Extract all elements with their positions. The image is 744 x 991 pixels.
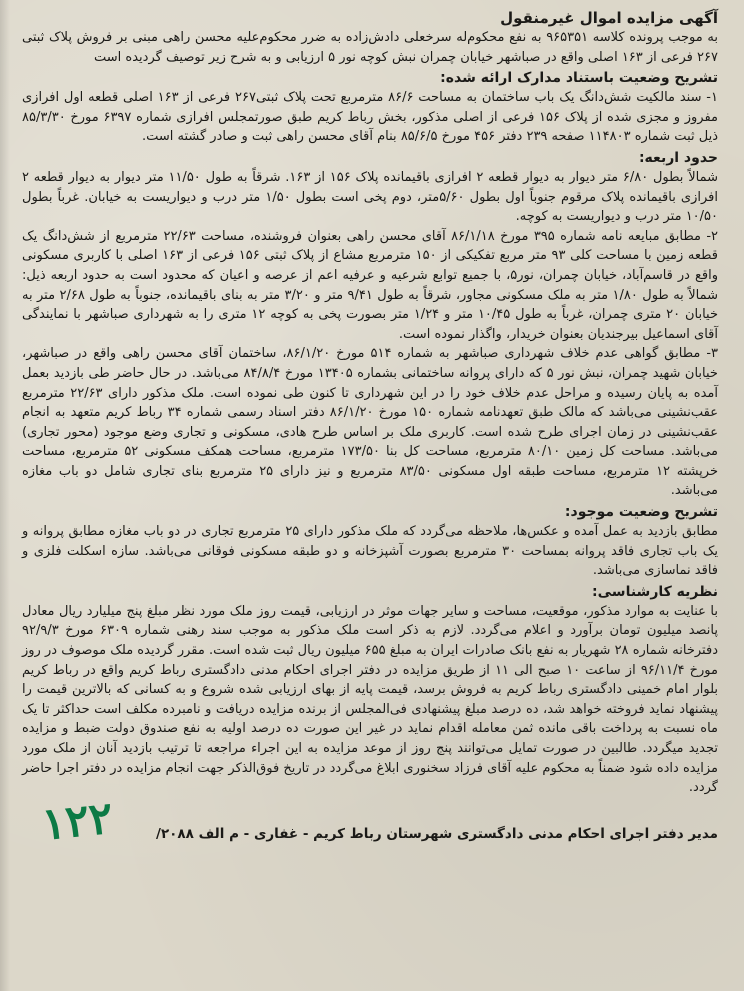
documents-heading: تشریح وضعیت باستناد مدارک ارائه شده: <box>440 70 718 87</box>
municipality-certificate-paragraph: ۳- مطابق گواهی عدم خلاف شهرداری صباشهر به شماره ۵۱۴ مورخ ۸۶/۱/۲۰، ساختمان آقای محسن راهی واقع در صباشهر، خیابان شهید چمران، نبش نور ۵ که دارای پروانه ساختمانی بشماره ۱۳۴۰۵ مورخ ۸۴/۸/۴ می‌باشد. در حال حاضر طی بازدید بعمل آمده به پایان رسیده و مراحل عدم خلاف خود را در این شهرداری تا کنون طی نموده است. ملک مذکور دارای ۲۲/۶۳ مترمربع عقب‌نشینی می‌باشد که مالک طبق تعهدنامه شماره ۱۵۰ مورخ ۸۶/۱/۲۰ دفتر اسناد رسمی شماره ۳۴ رباط کریم متعهد به انجام عقب‌نشینی در زمان اجرای طرح شده است. کاربری ملک بر اساس طرح هادی، مسکونی و تجاری وضع موجود (محور تجاری) می‌باشد. مساحت کل زمین ۸۰/۱۰ مترمربع، مساحت کل بنا ۱۷۳/۵۰ مترمربع، مساحت همکف مسکونی ۵۲ مترمربع، مساحت خرپشته ۱۲ مترمربع، مساحت طبقه اول مسکونی ۸۳/۵۰ مترمربع و نیز دارای ۲۵ مترمربع بنای تجاری شامل دو باب مغازه می‌باشد. <box>22 346 719 499</box>
footer-row <box>22 792 718 851</box>
notice-title: آگهی مزایده اموال غیرمنقول <box>500 9 718 27</box>
handwritten-number: ۱۲۲ <box>39 792 116 851</box>
boundaries-paragraph: شمالاً بطول ۶/۸۰ متر دیوار به دیوار قطعه ۲ افرازی باقیمانده پلاک ۱۵۶ از ۱۶۳. شرقاً به طول ۱۱/۵۰ متر دیوار به دیوار قطعه ۲ افرازی باقیمانده پلاک مرقوم جنوباً اول بطول ۵/۶۰متر، دوم پخی است بطول ۱/۵۰ متر درب و دیواریست به خیابان. غرباً بطول ۱۰/۵۰ متر درب و دیواریست به کوچه. <box>22 169 718 225</box>
intro-paragraph: به موجب پرونده کلاسه ۹۶۵۳۵۱ به نفع محکوم‌له سرخعلی دادش‌زاده به ضرر محکوم‌علیه محسن راهی مبنی بر فروش پلاک ثبتی ۲۶۷ فرعی از ۱۶۳ اصلی واقع در صباشهر خیابان چمران نبش کوچه نور ۵ ارزیابی و به شرح زیر توصیف گردیده است <box>22 30 718 65</box>
current-status-heading: تشریح وضعیت موجود: <box>564 504 718 521</box>
scan-shadow <box>0 0 10 991</box>
deed-paragraph: ۱- سند مالکیت شش‌دانگ یک باب ساختمان به مساحت ۸۶/۶ مترمربع تحت پلاک ثبتی۲۶۷ فرعی از ۱۶۳ اصلی قطعه اول افرازی مفروز و مجزی شده از پلاک ۱۵۶ فرعی از اصلی مذکور، بخش رباط کریم طبق صورتمجلس افرازی شماره ۶۳۹۷ مورخ ۸۵/۳/۳۰ ذیل ثبت شماره ۱۱۴۸۰۳ صفحه ۲۳۹ دفتر ۴۵۶ مورخ ۸۵/۶/۵ بنام آقای محسن راهی ثبت و صادر گشته است. <box>22 90 718 145</box>
expert-opinion-paragraph: با عنایت به موارد مذکور، موقعیت، مساحت و سایر جهات موثر در ارزیابی، قیمت روز ملک مورد نظر مبلغ پنج میلیارد ریال معادل پانصد میلیون تومان برآورد و اعلام می‌گردد. لازم به ذکر است ملک مذکور به موجب سند رهنی شماره ۶۳۰۹ مورخ ۹۲/۹/۳ دفترخانه شماره ۲۸ شهریار به نفع بانک صادرات ایران به مبلغ ۶۵۵ میلیون ریال ثبت شده است. مقرر گردیده ملک موصوف در روز مورخ ۹۶/۱۱/۴ از ساعت ۱۰ صبح الی ۱۱ از طریق مزایده در دفتر اجرای احکام مدنی دادگستری رباط کریم واقع در رباط کریم بلوار امام خمینی دادگستری رباط کریم به فروش برسد، قیمت پایه از بهای ارزیابی شده شروع و به کسانی که بالاترین قیمت را پیشنهاد نماید فروخته خواهد شد، ده درصد مبلغ پیشنهادی فی‌المجلس از برنده مزایده دریافت و نامبرده مکلف است حداکثر تا یک ماه نسبت به پرداخت باقی مانده ثمن معامله اقدام نماید در غیر این صورت ده درصد اولیه به نفع صندوق دولت ضبط و مزایده تجدید میگردد. طالبین در صورت تمایل می‌توانند پنج روز از موعد مزایده به این اجراء مراجعه تا ترتیب بازدید آنان از ملک مورد مزایده داده شود ضمناً به محکوم علیه آقای فرزاد سخنوری ابلاغ می‌گردد در تاریخ فوق‌الذکر جهت انجام مزایده در دفتر اجرا حاضر گردد. <box>22 603 718 796</box>
expert-opinion-heading: نظریه کارشناسی: <box>592 583 718 600</box>
current-status-paragraph: مطابق بازدید به عمل آمده و عکس‌ها، ملاحظه می‌گردد که ملک مذکور دارای ۲۵ مترمربع تجاری در دو باب مغازه مطابق پروانه و یک باب تجاری فاقد پروانه بمساحت ۳۰ مترمربع بصورت آشپزخانه و دو طبقه مسکونی فوقانی می‌باشد. سازه اسکلت فلزی و فاقد نماسازی می‌باشد. <box>22 524 718 579</box>
signature-line: مدیر دفتر اجرای احکام مدنی دادگستری شهرستان رباط کریم - غفاری - م الف ۲۰۸۸/ <box>156 825 718 842</box>
boundaries-heading: حدود اربعه: <box>638 149 718 166</box>
sale-agreement-paragraph: ۲- مطابق مبایعه نامه شماره ۳۹۵ مورخ ۸۶/۱/۱۸ آقای محسن راهی بعنوان فروشنده، مساحت ۲۲/۶۳ مترمربع از شش‌دانگ یک قطعه زمین با مساحت کلی ۹۳ متر مربع تفکیکی از ۱۵۰ مترمربع مشاع از پلاک ثبتی ۱۵۶ فرعی از ۱۶۳ اصلی با کاربری مسکونی واقع در قاسم‌آباد، خیابان چمران، نور۵، با جمیع توابع شرعیه و عرفیه اعم از عرصه و اعیان که محدود است به حدود اربعه ذیل: شمالاً به طول ۱/۸۰ متر به ملک مسکونی مجاور، شرقاً به طول ۹/۴۱ متر و ۳/۲۰ متر به بنای باقیمانده، جنوباً به طول ۲/۶۸ متر به خیابان ۲۰ متری چمران، غرباً به طول ۱۰/۴۵ متر و ۱/۲۴ متر بصورت پخی به کوچه ۱۲ متری را به شهرداری صباشهر با نمایندگی آقای اسماعیل بیرجندیان بعنوان خریدار، واگذار نموده است. <box>22 228 719 342</box>
